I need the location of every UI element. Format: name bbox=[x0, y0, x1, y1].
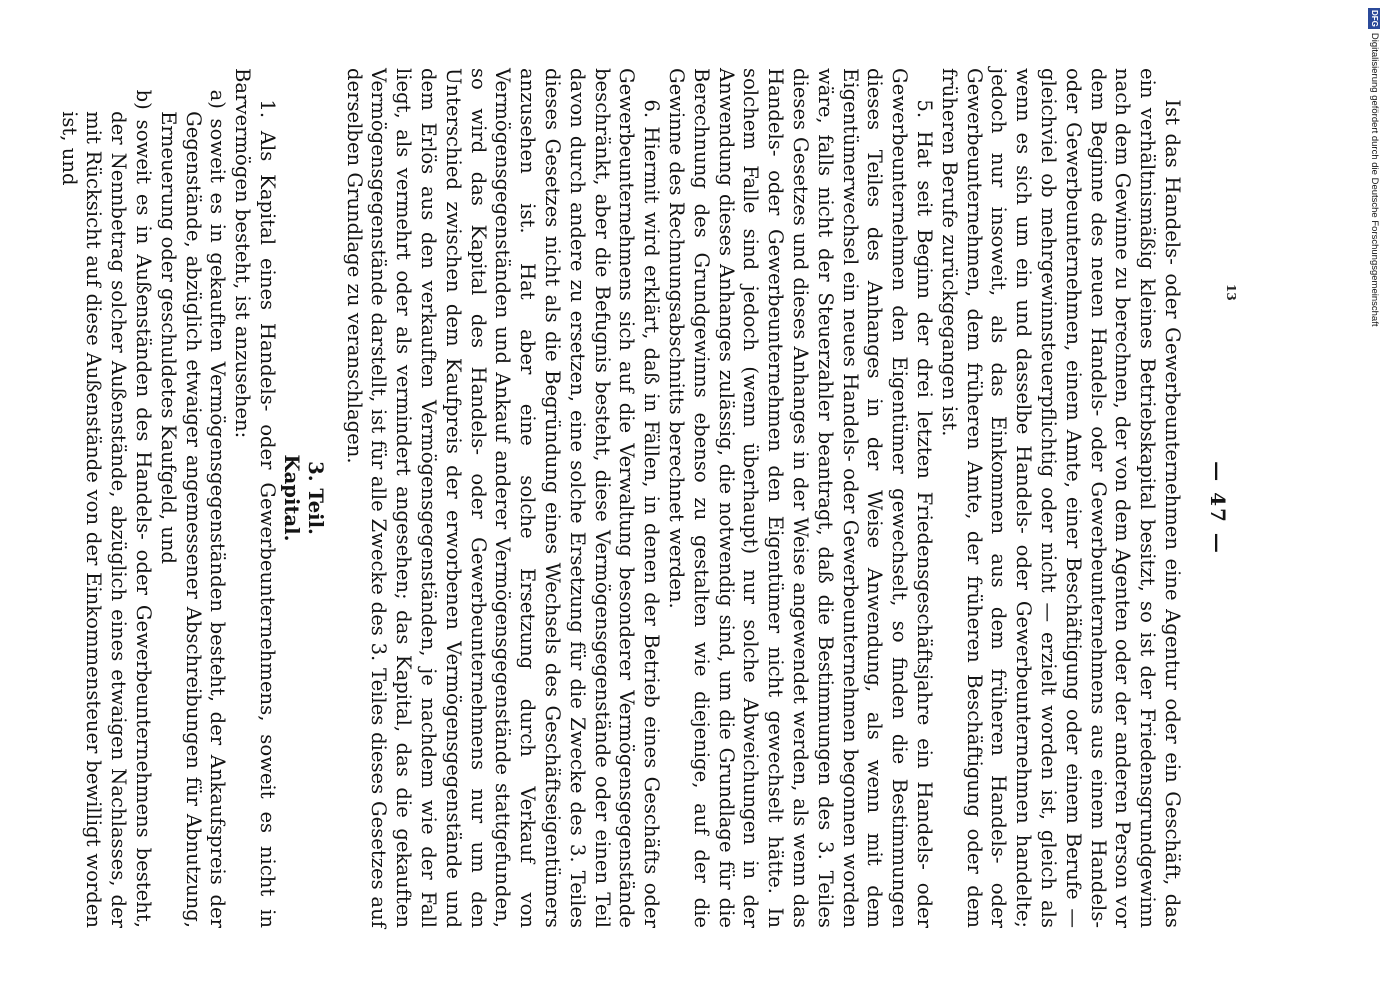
item-1a: a) soweit es in gekauften Vermögensgegenständen besteht, der Ankaufspreis der Gegenstände, abzüglich etwaiger angemessener Abschreibungen für Abnutzung, Erneuerung oder geschuldetes Kaufgeld, und bbox=[156, 89, 230, 928]
page-number bbox=[1224, 284, 1244, 304]
section-title: Kapital. bbox=[279, 454, 303, 542]
paragraph-6: 6. Hiermit wird erklärt, daß in Fällen, in denen der Betrieb eines Geschäfts oder Gewerbeunternehmens sich auf die Verwaltung besonderer Vermögensgegenstände beschränkt, aber die Befugnis besteht, diese Vermögensgegenstände oder einen Teil davon durch andere zu ersetzen, eine solche Ersetzung für die Zwecke des 3. Teiles dieses Gesetzes nicht als die Begründung eines Wechsels des Geschäftseigentümers anzusehen ist. Hat aber eine solche Ersetzung durch Verkauf von Vermögensgegenständen und Ankauf anderer Vermögensgegenstände stattgefunden, so wird das Kapital des Handels- oder Gewerbeunternehmens nur um den Unterschied zwischen dem Kaufpreis der erworbenen Vermögensgegenstände und dem Erlös aus den verkauften Vermögensgegenständen, je nachdem wie der Fall liegt, als vermehrt oder als vermindert angesehen; das Kapital, das die gekauften Vermögensgegenstände darstellt, ist für alle Zwecke des 3. Teiles dieses Gesetzes auf derselben Grundlage zu veranschlagen. bbox=[342, 68, 664, 928]
page-number-text: 13 bbox=[1224, 284, 1238, 301]
paragraph-5: 5. Hat seit Beginn der drei letzten Friedensgeschäftsjahre ein Handels- oder Gewerbeunternehmen den Eigentümer gewechselt, so finden die Bestimmungen dieses Teiles des Anhanges in der Weise Anwendung, als wenn mit dem Eigentümerwechsel ein neues Handels- oder Gewerbeunternehmen begonnen worden wäre, falls nicht der Steuerzahler beantragt, daß die Bestimmungen des 3. Teiles dieses Gesetzes und dieses Anhanges in der Weise angewendet werden, als wenn das Handels- oder Gewerbeunternehmen den Eigentümer nicht gewechselt hätte. In solchem Falle sind jedoch (wenn überhaupt) nur solche Abweichungen in der Anwendung dieses Anhanges zulässig, die notwendig sind, um die Grundlage für die Berechnung des Grundgewinns ebenso zu gestalten wie diejenige, auf der die Gewinne des Rechnungsabschnitts berechnet werden. bbox=[665, 68, 937, 928]
section-heading bbox=[279, 68, 327, 928]
paragraph-4-continuation: Ist das Handels- oder Gewerbeunternehmen eine Agentur oder ein Geschäft, das ein verhältnismäßig kleines Betriebskapital besitzt, so ist der Friedensgrundgewinn nach dem Gewinne zu berechnen, der von dem Agenten oder der anderen Person vor dem Beginne des neuen Handels- oder Gewerbeunternehmens aus einem Handels- oder Gewerbeunternehmen, einem Amte, einer Beschäftigung oder einem Berufe — gleichviel ob mehrgewinnsteuerpflichtig oder nicht — erzielt worden ist, gleich als wenn es sich um ein und dasselbe Handels- oder Gewerbeunternehmen handelte; jedoch nur insoweit, als das Einkommen aus dem früheren Handels- oder Gewerbeunternehmen, dem früheren Amte, der früheren Beschäftigung oder dem früheren Berufe zurückgegangen ist. bbox=[937, 68, 1184, 928]
rotated-page-content bbox=[57, 60, 1230, 940]
dfg-footer bbox=[1369, 8, 1381, 993]
section-number: 3. Teil. bbox=[303, 461, 327, 535]
dfg-credit-text: Digitalisierung gefördert durch die Deutsche Forschungsgemeinschaft bbox=[1369, 32, 1380, 327]
dfg-footer-line bbox=[1367, 8, 1381, 993]
dfg-logo: DFG bbox=[1370, 10, 1379, 27]
page-header: — 47 — bbox=[1206, 461, 1230, 555]
body-text bbox=[56, 68, 1184, 928]
item-1: 1. Als Kapital eines Handels- oder Gewerbeunternehmens, soweit es nicht in Barvermögen besteht, ist anzusehen: bbox=[231, 68, 279, 928]
item-1b: b) soweit es in Außenständen des Handels- oder Gewerbeunternehmens besteht, der Nennbetrag solcher Außenstände, abzüglich eines etwaigen Nachlasses, der mit Rücksicht auf diese Außenstände von der Einkommensteuer bewilligt worden ist, und bbox=[57, 89, 155, 928]
